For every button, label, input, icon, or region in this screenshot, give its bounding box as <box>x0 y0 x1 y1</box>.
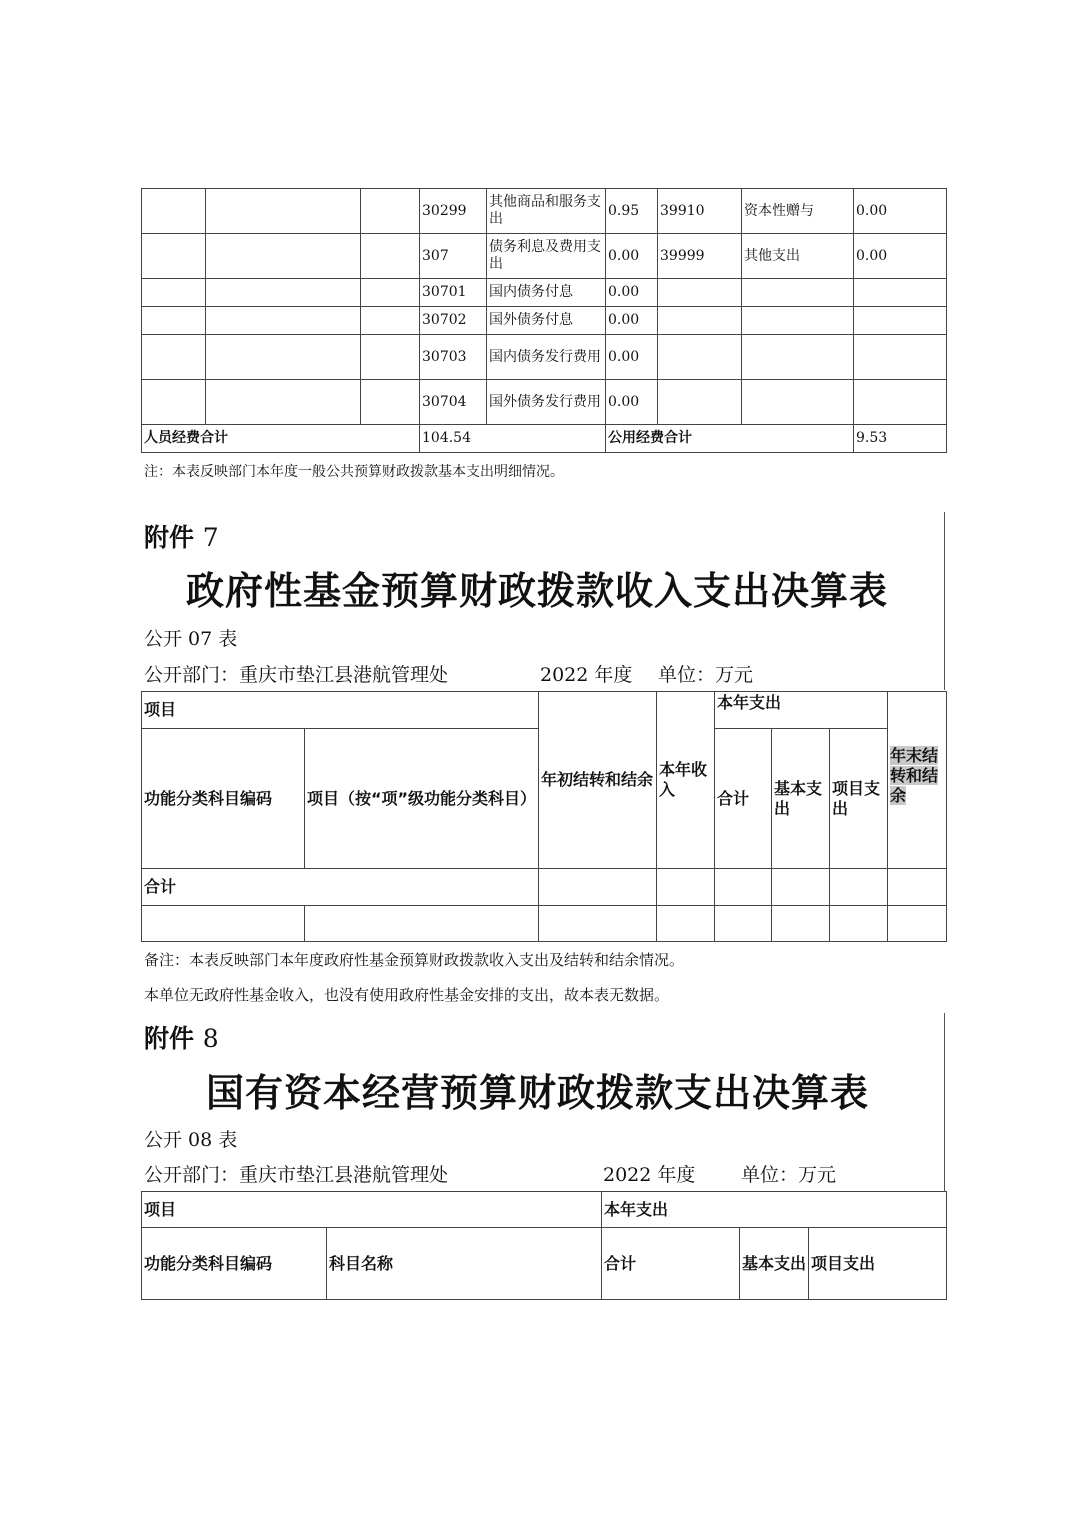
public-total-label: 公用经费合计 <box>606 425 854 453</box>
cell-code2 <box>658 279 742 307</box>
attachment7-note1: 备注：本表反映部门本年度政府性基金预算财政拨款收入支出及结转和结余情况。 <box>144 951 685 969</box>
t3-header-subject-name: 科目名称 <box>327 1228 602 1300</box>
attachment7-dept: 公开部门：重庆市垫江县港航管理处 <box>144 664 449 686</box>
empty-cell <box>361 380 420 425</box>
gov-fund-table <box>141 691 947 942</box>
empty-cell <box>361 307 420 335</box>
table-row <box>142 335 947 380</box>
attachment8-unit: 单位：万元 <box>741 1164 837 1186</box>
attachment7-heading <box>144 518 219 554</box>
cell-val2: 0.00 <box>854 234 947 279</box>
t3-header-total: 合计 <box>602 1228 740 1300</box>
header-project: 项目支出 <box>830 729 888 869</box>
cell-name1: 其他商品和服务支出 <box>487 189 606 234</box>
empty-cell <box>361 335 420 380</box>
personnel-total-label: 人员经费合计 <box>142 425 420 453</box>
t3-header-project: 项目支出 <box>809 1228 947 1300</box>
cell-name2 <box>742 335 854 380</box>
attachment8-dept: 公开部门：重庆市垫江县港航管理处 <box>144 1164 449 1186</box>
header-opening: 年初结转和结余 <box>539 692 657 869</box>
attachment7-note2: 本单位无政府性基金收入，也没有使用政府性基金安排的支出，故本表无数据。 <box>144 986 670 1004</box>
attachment7-table-no: 公开 07 表 <box>144 628 238 650</box>
page-border-line-2 <box>944 1013 945 1191</box>
cell-code1: 30701 <box>420 279 487 307</box>
cell-name2 <box>742 380 854 425</box>
table-row <box>142 307 947 335</box>
header-closing-cell <box>888 692 947 869</box>
empty-cell <box>206 279 361 307</box>
t3-header-func-code: 功能分类科目编码 <box>142 1228 327 1300</box>
attachment7-title: 政府性基金预算财政拨款收入支出决算表 <box>186 568 889 613</box>
table1-note: 注：本表反映部门本年度一般公共预算财政拨款基本支出明细情况。 <box>144 464 564 480</box>
cell-val1: 0.00 <box>606 279 658 307</box>
cell-name1: 国内债务付息 <box>487 279 606 307</box>
cell-name1: 国外债务付息 <box>487 307 606 335</box>
attachment7-unit: 单位：万元 <box>658 664 754 686</box>
cell-name1: 国外债务发行费用 <box>487 380 606 425</box>
empty-cell <box>361 279 420 307</box>
cell-code2: 39999 <box>658 234 742 279</box>
empty-cell <box>361 189 420 234</box>
cell-name2: 其他支出 <box>742 234 854 279</box>
header-closing: 年末结转和结余 <box>890 746 939 805</box>
empty-cell <box>142 307 206 335</box>
empty-cell <box>206 335 361 380</box>
attachment8-number: 8 <box>202 1024 219 1053</box>
empty-cell <box>142 335 206 380</box>
attachment8-year: 2022 年度 <box>603 1164 696 1186</box>
cell-val2 <box>854 335 947 380</box>
header-total: 合计 <box>715 729 772 869</box>
t3-header-expense: 本年支出 <box>602 1192 947 1228</box>
attachment8-title: 国有资本经营预算财政拨款支出决算表 <box>206 1070 870 1115</box>
totals-row <box>142 425 947 453</box>
table-row <box>142 279 947 307</box>
cell-val1: 0.00 <box>606 307 658 335</box>
t3-header-item: 项目 <box>142 1192 602 1228</box>
empty-cell <box>206 234 361 279</box>
cell-code2: 39910 <box>658 189 742 234</box>
cell-val2 <box>854 380 947 425</box>
cell-code1: 30702 <box>420 307 487 335</box>
table-row <box>142 189 947 234</box>
cell-name2 <box>742 279 854 307</box>
state-capital-table <box>141 1191 947 1300</box>
header-func-code: 功能分类科目编码 <box>142 729 305 869</box>
cell-code2 <box>658 335 742 380</box>
attachment7-year: 2022 年度 <box>540 664 633 686</box>
empty-cell <box>142 234 206 279</box>
empty-cell <box>206 189 361 234</box>
cell-val1: 0.00 <box>606 234 658 279</box>
attachment7-number: 7 <box>202 523 219 552</box>
page-border-line <box>944 512 945 690</box>
empty-cell <box>142 380 206 425</box>
empty-cell <box>142 189 206 234</box>
header-item-name: 项目（按“项”级功能分类科目） <box>305 729 539 869</box>
empty-cell <box>206 307 361 335</box>
empty-cell <box>142 279 206 307</box>
header-item: 项目 <box>142 692 539 729</box>
attachment8-label: 附件 <box>144 1024 195 1053</box>
sum-row-label: 合计 <box>142 869 539 906</box>
cell-val2 <box>854 279 947 307</box>
cell-name2: 资本性赠与 <box>742 189 854 234</box>
t3-header-basic: 基本支出 <box>740 1228 809 1300</box>
cell-val1: 0.00 <box>606 380 658 425</box>
attachment7-label: 附件 <box>144 523 195 552</box>
basic-expense-detail-table <box>141 188 947 453</box>
cell-val1: 0.95 <box>606 189 658 234</box>
header-basic: 基本支出 <box>772 729 830 869</box>
sum-row <box>142 869 947 906</box>
cell-code1: 30703 <box>420 335 487 380</box>
empty-cell <box>361 234 420 279</box>
empty-cell <box>206 380 361 425</box>
cell-code1: 30299 <box>420 189 487 234</box>
table-row <box>142 234 947 279</box>
cell-val1: 0.00 <box>606 335 658 380</box>
public-total-value: 9.53 <box>854 425 947 453</box>
cell-val2: 0.00 <box>854 189 947 234</box>
personnel-total-value: 104.54 <box>420 425 606 453</box>
header-income: 本年收入 <box>657 692 715 869</box>
attachment8-table-no: 公开 08 表 <box>144 1129 238 1151</box>
cell-name2 <box>742 307 854 335</box>
table-row <box>142 380 947 425</box>
cell-code1: 307 <box>420 234 487 279</box>
cell-val2 <box>854 307 947 335</box>
empty-row <box>142 906 947 942</box>
attachment8-heading <box>144 1019 219 1055</box>
header-expense: 本年支出 <box>715 692 888 729</box>
cell-code2 <box>658 307 742 335</box>
cell-name1: 国内债务发行费用 <box>487 335 606 380</box>
cell-code1: 30704 <box>420 380 487 425</box>
cell-code2 <box>658 380 742 425</box>
cell-name1: 债务利息及费用支出 <box>487 234 606 279</box>
